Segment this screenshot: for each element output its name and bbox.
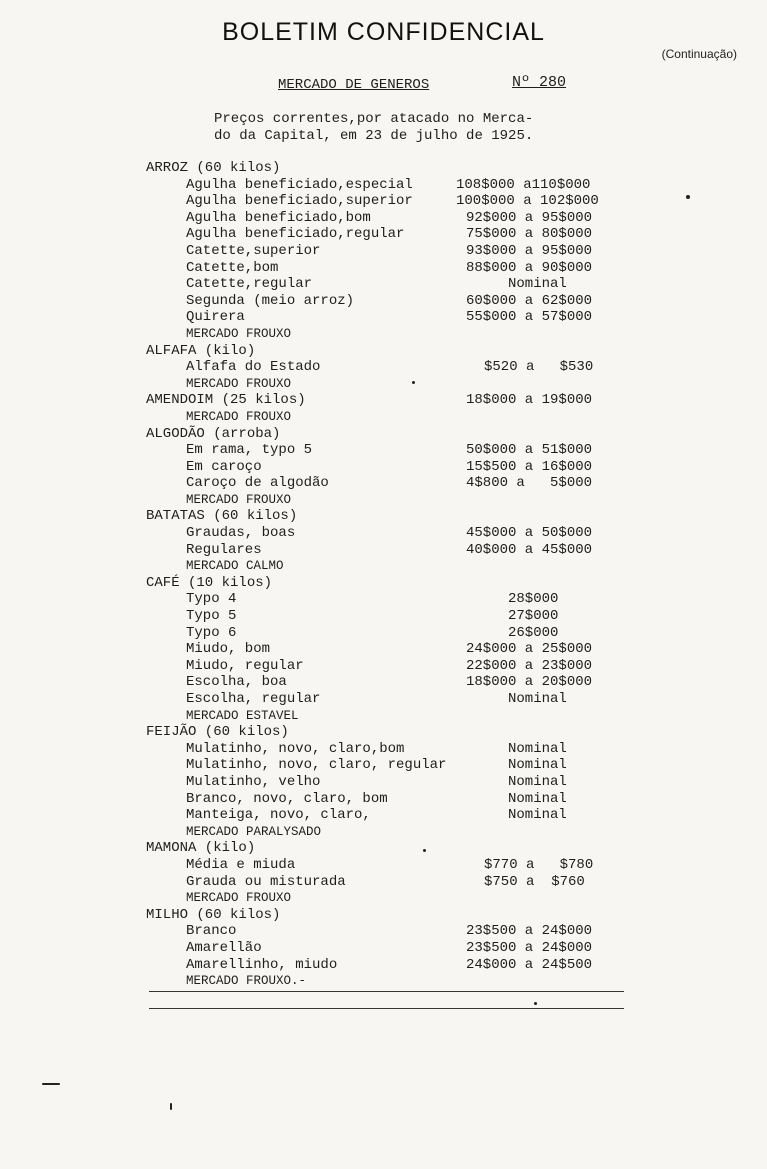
item-name: Regulares — [186, 541, 262, 558]
category-name: CAFÉ (10 kilos) — [146, 574, 273, 591]
price-row — [146, 309, 646, 326]
ink-speck — [534, 1002, 537, 1005]
item-price: $770 a $780 — [484, 856, 594, 873]
item-price: 23$500 a 24$000 — [466, 939, 593, 956]
item-name: Amarellinho, miudo — [186, 956, 338, 973]
category-name: AMENDOIM (25 kilos) — [146, 392, 306, 409]
item-name: Em caroço — [186, 458, 262, 475]
ink-speck — [170, 1103, 172, 1110]
item-name: Média e miuda — [186, 856, 296, 873]
market-status: MERCADO FROUXO — [186, 891, 292, 906]
category-row — [146, 343, 646, 360]
item-name: Segunda (meio arroz) — [186, 292, 355, 309]
price-row — [146, 243, 646, 260]
price-row — [146, 293, 646, 310]
price-row — [146, 193, 646, 210]
item-name: Typo 5 — [186, 608, 237, 625]
price-row — [146, 226, 646, 243]
price-row — [146, 459, 646, 476]
market-status: MERCADO FROUXO — [186, 376, 292, 391]
item-price: 27$000 — [508, 608, 559, 625]
price-row — [146, 791, 646, 808]
ink-speck — [423, 849, 426, 852]
ink-speck — [412, 381, 415, 384]
price-row — [146, 807, 646, 824]
category-row — [146, 907, 646, 924]
intro-line-1: Preços correntes,por atacado no Merca- — [214, 111, 534, 127]
item-name: Escolha, boa — [186, 674, 287, 691]
price-row — [146, 957, 646, 974]
price-row — [146, 260, 646, 277]
item-name: Escolha, regular — [186, 691, 321, 707]
price-row — [146, 641, 646, 658]
item-price: 75$000 a 80$000 — [466, 226, 593, 243]
item-name: Catette,superior — [186, 242, 321, 259]
item-price: 22$000 a 23$000 — [466, 657, 593, 674]
item-price: 92$000 a 95$000 — [466, 209, 593, 226]
item-name: Catette,regular — [186, 276, 313, 293]
market-status: MERCADO FROUXO — [186, 409, 292, 424]
category-name: BATATAS (60 kilos) — [146, 508, 298, 525]
item-price: 88$000 a 90$000 — [466, 259, 593, 276]
item-price: 26$000 — [508, 624, 559, 641]
price-row — [146, 542, 646, 559]
price-row — [146, 674, 646, 691]
item-price: 40$000 a 45$000 — [466, 541, 593, 558]
divider-line — [149, 1008, 624, 1009]
item-price: Nominal — [508, 807, 567, 824]
item-name: Em rama, typo 5 — [186, 442, 313, 459]
market-status: MERCADO FROUXO.- — [186, 974, 307, 989]
item-price: 24$000 a 24$500 — [466, 956, 593, 973]
price-row — [146, 359, 646, 376]
category-name: ARROZ (60 kilos) — [146, 160, 281, 176]
category-row — [146, 724, 646, 741]
intro-paragraph — [214, 111, 533, 145]
item-name: Catette,bom — [186, 259, 279, 276]
market-status-row — [146, 376, 646, 393]
ink-speck — [42, 1083, 60, 1085]
price-list — [146, 160, 646, 990]
category-name: ALFAFA (kilo) — [146, 342, 256, 359]
item-name: Mulatinho, novo, claro, regular — [186, 757, 447, 774]
item-name: Miudo, bom — [186, 641, 271, 658]
item-price: 24$000 a 25$000 — [466, 641, 593, 658]
item-price: 18$000 a 20$000 — [466, 674, 593, 691]
intro-line-2: do da Capital, em 23 de julho de 1925. — [214, 128, 534, 144]
item-price: $750 a $760 — [484, 873, 585, 890]
market-status-row — [146, 890, 646, 907]
item-price: 23$500 a 24$000 — [466, 923, 593, 940]
item-name: Agulha beneficiado,superior — [186, 193, 413, 210]
market-status-row — [146, 824, 646, 841]
category-name: MILHO (60 kilos) — [146, 906, 281, 923]
item-name: Branco, novo, claro, bom — [186, 790, 388, 807]
price-row — [146, 608, 646, 625]
category-row — [146, 508, 646, 525]
price-row — [146, 658, 646, 675]
item-price: 60$000 a 62$000 — [466, 292, 593, 309]
item-price: Nominal — [508, 276, 567, 293]
continuation-note: (Continuação) — [661, 47, 737, 61]
category-row — [146, 160, 646, 177]
bulletin-number: Nº 280 — [512, 74, 567, 91]
price-row — [146, 591, 646, 608]
item-price: 55$000 a 57$000 — [466, 309, 593, 326]
item-name: Alfafa do Estado — [186, 359, 321, 376]
category-row — [146, 840, 646, 857]
divider-line — [149, 991, 624, 992]
item-price: Nominal — [508, 790, 567, 807]
item-name: Branco — [186, 923, 237, 940]
price-row — [146, 525, 646, 542]
category-row — [146, 426, 646, 443]
item-price: Nominal — [508, 691, 567, 707]
category-row — [146, 575, 646, 592]
price-row — [146, 874, 646, 891]
price-row — [146, 177, 646, 194]
market-status-row — [146, 492, 646, 509]
category-name: MAMONA (kilo) — [146, 840, 256, 857]
item-price: Nominal — [508, 740, 567, 757]
item-name: Typo 4 — [186, 591, 237, 608]
market-status-row — [146, 708, 646, 725]
item-name: Miudo, regular — [186, 657, 304, 674]
item-name: Agulha beneficiado,regular — [186, 226, 405, 243]
market-status: MERCADO FROUXO — [186, 492, 292, 507]
item-name: Caroço de algodão — [186, 475, 329, 492]
item-price: 100$000 a 102$000 — [456, 193, 599, 210]
category-name: FEIJÃO (60 kilos) — [146, 724, 289, 741]
price-row — [146, 210, 646, 227]
market-status: MERCADO FROUXO — [186, 326, 292, 341]
item-name: Mulatinho, velho — [186, 773, 321, 790]
market-status-row — [146, 558, 646, 575]
price-row — [146, 741, 646, 758]
item-price: Nominal — [508, 757, 567, 774]
price-row — [146, 442, 646, 459]
section-heading: MERCADO DE GENEROS — [278, 77, 430, 93]
market-status-row — [146, 973, 646, 990]
item-price: Nominal — [508, 773, 567, 790]
item-price: $520 a $530 — [484, 359, 594, 376]
item-name: Amarellão — [186, 939, 262, 956]
category-name: ALGODÃO (arroba) — [146, 425, 281, 442]
price-row — [146, 757, 646, 774]
category-row — [146, 392, 646, 409]
market-status: MERCADO ESTAVEL — [186, 708, 299, 723]
price-row — [146, 857, 646, 874]
item-name: Graudas, boas — [186, 525, 296, 542]
item-name: Mulatinho, novo, claro,bom — [186, 740, 405, 757]
market-status-row — [146, 326, 646, 343]
item-price: 93$000 a 95$000 — [466, 242, 593, 259]
item-name: Grauda ou misturada — [186, 873, 346, 890]
item-price: 4$800 a 5$000 — [466, 475, 593, 492]
price-row — [146, 923, 646, 940]
item-name: Agulha beneficiado,especial — [186, 176, 413, 193]
market-status-row — [146, 409, 646, 426]
item-price: 18$000 a 19$000 — [466, 392, 593, 409]
market-status: MERCADO CALMO — [186, 559, 284, 574]
price-row — [146, 691, 646, 708]
price-row — [146, 774, 646, 791]
item-name: Agulha beneficiado,bom — [186, 209, 371, 226]
price-row — [146, 276, 646, 293]
item-name: Typo 6 — [186, 624, 237, 641]
item-name: Quirera — [186, 309, 245, 326]
item-name: Manteiga, novo, claro, — [186, 807, 371, 824]
item-price: 50$000 a 51$000 — [466, 442, 593, 459]
price-row — [146, 475, 646, 492]
ink-speck — [686, 195, 690, 199]
price-row — [146, 940, 646, 957]
item-price: 15$500 a 16$000 — [466, 458, 593, 475]
item-price: 45$000 a 50$000 — [466, 525, 593, 542]
item-price: 28$000 — [508, 591, 559, 608]
item-price: 108$000 a110$000 — [456, 176, 591, 193]
price-row — [146, 625, 646, 642]
document-title: BOLETIM CONFIDENCIAL — [222, 18, 545, 46]
market-status: MERCADO PARALYSADO — [186, 824, 322, 839]
